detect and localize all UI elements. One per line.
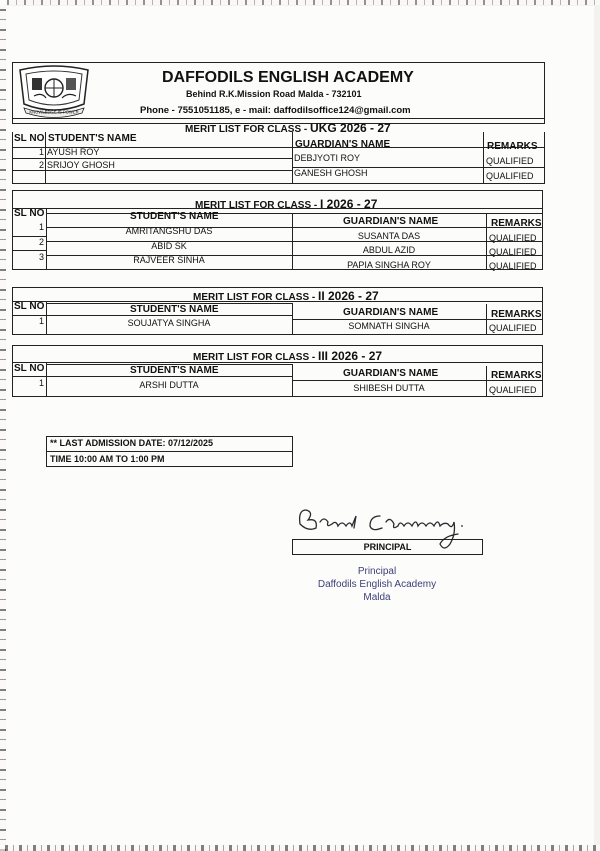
admission-time: TIME 10:00 AM TO 1:00 PM: [50, 454, 165, 464]
table-4-title: MERIT LIST FOR CLASS - III 2026 - 27: [193, 349, 383, 363]
table-2-col-guardian: GUARDIAN'S NAME: [343, 216, 439, 227]
stamp-line-city: Malda: [363, 592, 391, 603]
table-1-col-guardian: GUARDIAN'S NAME: [295, 139, 391, 150]
school-address: Behind R.K.Mission Road Malda - 732101: [186, 89, 362, 99]
table-2-col-student: STUDENT'S NAME: [130, 211, 219, 222]
scan-edge-left: [0, 0, 6, 851]
table-3-col-student: STUDENT'S NAME: [130, 304, 219, 315]
table-4-col-remarks: REMARKS: [491, 370, 542, 381]
logo-motto: KNOWLEDGE IS POWER: [29, 109, 79, 115]
table-2-title: MERIT LIST FOR CLASS - I 2026 - 27: [195, 197, 378, 211]
table-1-col-sl: SL NO: [14, 133, 45, 144]
principal-label: PRINCIPAL: [363, 542, 412, 552]
table-2-col-remarks: REMARKS: [491, 218, 542, 229]
table-1-col-student: STUDENT'S NAME: [48, 133, 137, 144]
school-name: DAFFODILS ENGLISH ACADEMY: [162, 69, 414, 86]
scan-edge-bottom: [0, 845, 600, 851]
school-contact: Phone - 7551051185, e - mail: daffodilsoffice124@gmail.com: [140, 105, 411, 116]
table-3-col-remarks: REMARKS: [491, 309, 542, 320]
table-4-col-sl: SL NO: [14, 363, 45, 374]
table-1-title: MERIT LIST FOR CLASS - UKG 2026 - 27: [185, 121, 391, 135]
table-4-col-guardian: GUARDIAN'S NAME: [343, 368, 439, 379]
table-3-title: MERIT LIST FOR CLASS - II 2026 - 27: [193, 289, 379, 303]
table-3-col-guardian: GUARDIAN'S NAME: [343, 307, 439, 318]
last-admission-date: ** LAST ADMISSION DATE: 07/12/2025: [50, 438, 214, 448]
stamp-line-school: Daffodils English Academy: [317, 579, 437, 590]
school-logo: [14, 64, 94, 118]
table-3-col-sl: SL NO: [14, 301, 45, 312]
table-4-col-student: STUDENT'S NAME: [130, 365, 219, 376]
stamp-line-principal: Principal: [357, 566, 397, 577]
table-1-col-remarks: REMARKS: [487, 141, 538, 152]
scan-edge-top: [0, 0, 600, 5]
table-2-col-sl: SL NO: [14, 208, 45, 219]
